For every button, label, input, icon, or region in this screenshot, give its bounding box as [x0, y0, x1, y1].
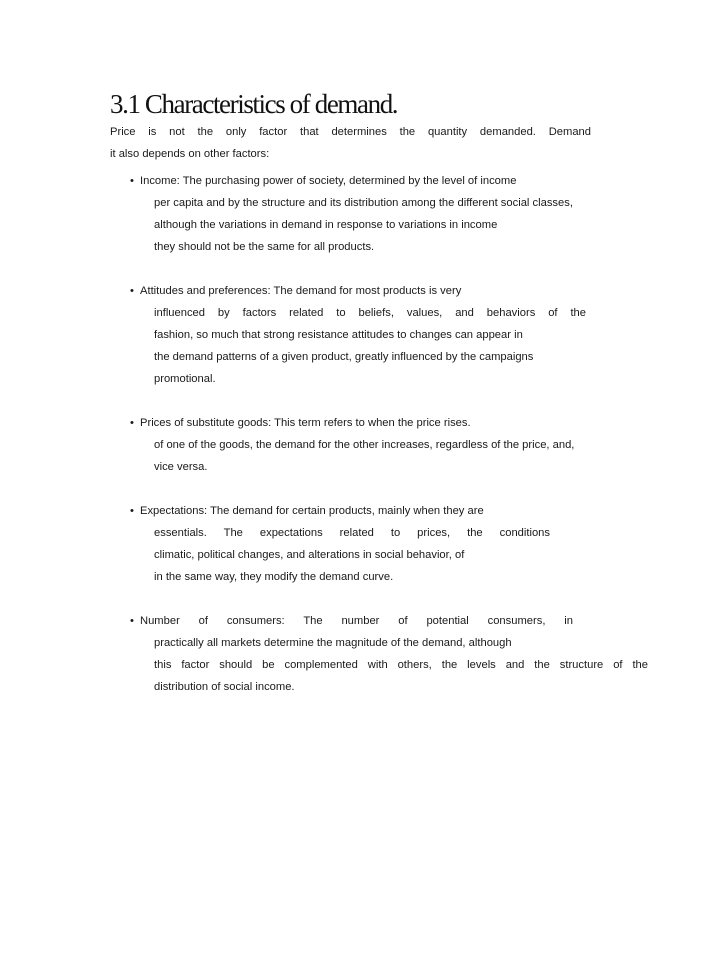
list-item-line: of one of the goods, the demand for the other increases, regardless of the price, and, [154, 439, 575, 451]
list-item-line: essentials. The expectations related to prices, the conditions [154, 527, 550, 539]
list-item-line: vice versa. [154, 461, 208, 473]
list-item-text: Number of consumers: The number of potential consumers, in [140, 615, 573, 627]
intro-paragraph [110, 121, 670, 165]
list-item-text: Expectations: The demand for certain products, mainly when they are [140, 505, 484, 517]
list-item-income [130, 170, 648, 258]
list-item-expectations [130, 500, 648, 588]
list-item-first-line [130, 500, 648, 522]
list-item-number-of-consumers [130, 610, 648, 698]
list-item-line: this factor should be complemented with others, the levels and the structure of the [154, 659, 648, 671]
list-item-line: practically all markets determine the magnitude of the demand, although [154, 637, 512, 649]
list-item-first-line [130, 610, 573, 632]
list-item-line: distribution of social income. [154, 681, 295, 693]
list-item-line: promotional. [154, 373, 216, 385]
list-item-first-line [130, 170, 648, 192]
list-item-line: in the same way, they modify the demand curve. [154, 571, 394, 583]
list-item-line: fashion, so much that strong resistance attitudes to changes can appear in [154, 329, 523, 341]
list-item-substitute-goods [130, 412, 648, 478]
bullet-icon: • [130, 285, 134, 297]
list-item-attitudes [130, 280, 648, 390]
list-item-first-line [130, 280, 648, 302]
list-item-first-line [130, 412, 648, 434]
factors-list [130, 170, 648, 720]
section-title: 3.1 Characteristics of demand. [110, 89, 398, 119]
list-item-line: although the variations in demand in response to variations in income [154, 219, 498, 231]
list-item-text: Attitudes and preferences: The demand for most products is very [140, 285, 462, 297]
intro-line: Price is not the only factor that determines the quantity demanded. Demand [110, 126, 591, 138]
list-item-line: they should not be the same for all products. [154, 241, 375, 253]
bullet-icon: • [130, 175, 134, 187]
intro-line: it also depends on other factors: [110, 148, 270, 160]
list-item-line: climatic, political changes, and alterations in social behavior, of [154, 549, 465, 561]
list-item-text: Income: The purchasing power of society, determined by the level of income [140, 175, 517, 187]
bullet-icon: • [130, 417, 134, 429]
list-item-text: Prices of substitute goods: This term refers to when the price rises. [140, 417, 471, 429]
list-item-line: influenced by factors related to beliefs, values, and behaviors of the [154, 307, 586, 319]
bullet-icon: • [130, 505, 134, 517]
bullet-icon: • [130, 615, 134, 627]
list-item-line: per capita and by the structure and its distribution among the different social classes, [154, 197, 573, 209]
list-item-line: the demand patterns of a given product, greatly influenced by the campaigns [154, 351, 534, 363]
